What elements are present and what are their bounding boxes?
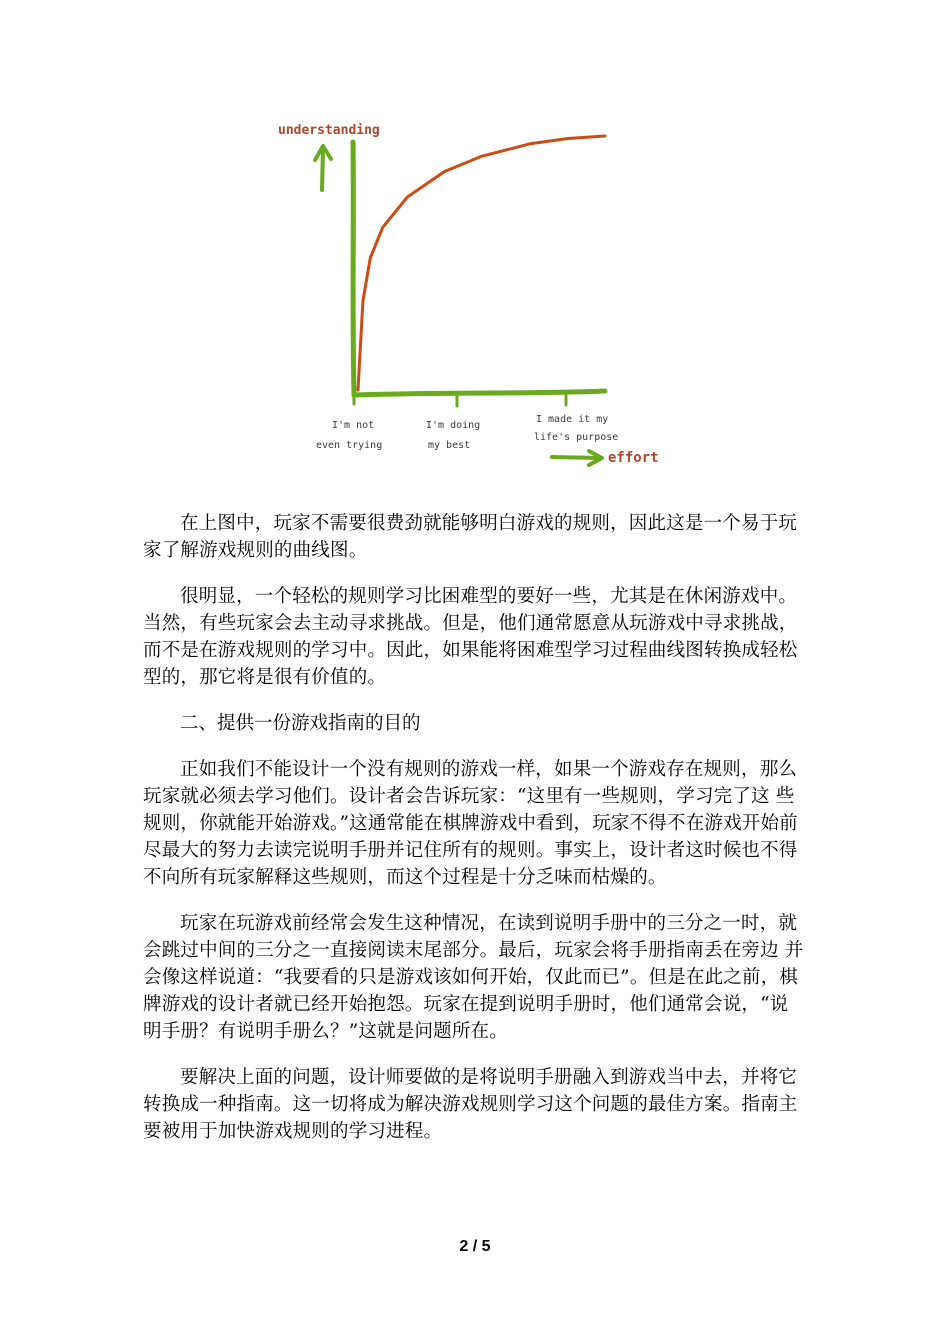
page-number: 2 / 5 <box>459 1238 491 1255</box>
document-body <box>143 510 807 1164</box>
y-arrow-icon <box>315 146 331 190</box>
paragraph-5: 要解决上面的问题，设计师要做的是将说明手册融入到游戏当中去，并将它转换成一种指南。这一切将成为解决游戏规则学习这个问题的最佳方案。指南主要被用于加快游戏规则的学习进程。 <box>143 1067 798 1142</box>
paragraph-3: 正如我们不能设计一个没有规则的游戏一样，如果一个游戏存在规则，那么玩家就必须去学习他们。设计者会告诉玩家：“这里有一些规则，学习完了这 些规则，你就能开始游戏。”这通常能在棋牌游戏中看到，玩家不得不在游戏开始前尽最大的努力去读完说明手册并记住所有的规则。事实上，设计者这时候也不得 不向所有玩家解释这些规则，而这个过程是十分乏味而枯燥的。 <box>143 759 798 888</box>
annotation-2-line1: I'm doing <box>426 420 481 431</box>
y-axis <box>353 142 354 395</box>
annotation-1-line1: I'm not <box>332 420 375 431</box>
annotation-3-line2: life's purpose <box>534 432 619 443</box>
section-heading: 二、提供一份游戏指南的目的 <box>180 713 421 734</box>
annotation-3-line1: I made it my <box>536 414 609 425</box>
paragraph-4: 玩家在玩游戏前经常会发生这种情况，在读到说明手册中的三分之一时，就会跳过中间的三分之一直接阅读末尾部分。最后，玩家会将手册指南丢在旁边 并会像这样说道：“我要看的只是游戏该如何开始，仅此而已”。但是在此之前，棋牌游戏的设计者就已经开始抱怨。玩家在提到说明手册时，他们通常会说，“说 明手册？有说明手册么？”这就是问题所在。 <box>143 913 804 1042</box>
paragraph-2: 很明显，一个轻松的规则学习比困难型的要好一些，尤其是在休闲游戏中。当然，有些玩家会去主动寻求挑战。但是，他们通常愿意从玩游戏中寻求挑战，而不是在游戏规则的学习中。因此，如果能将困难型学习过程曲线图转换成轻松型的，那它将是很有价值的。 <box>143 586 798 688</box>
y-axis-label: understanding <box>278 123 380 138</box>
annotation-2-line2: my best <box>428 440 471 451</box>
x-axis-label: effort <box>608 450 659 466</box>
understanding-curve <box>358 136 605 390</box>
paragraph-1: 在上图中，玩家不需要很费劲就能够明白游戏的规则，因此这是一个易于玩家了解游戏规则的曲线图。 <box>143 513 798 561</box>
annotation-1-line2: even trying <box>316 440 383 451</box>
x-arrow-icon <box>552 451 602 465</box>
learning-curve-figure <box>270 110 680 480</box>
learning-curve-chart <box>270 110 680 480</box>
